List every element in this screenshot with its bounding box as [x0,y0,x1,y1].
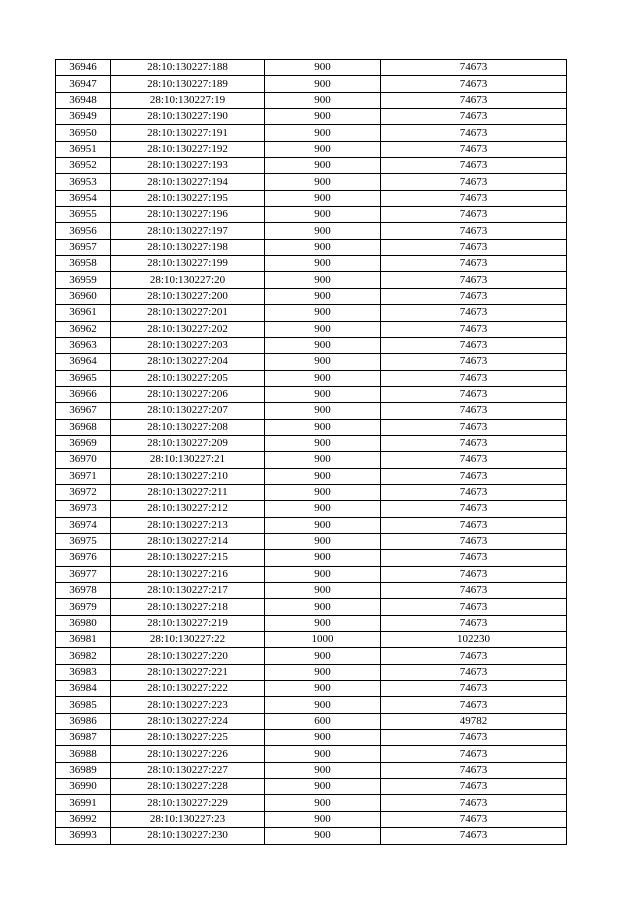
table-row [56,76,567,92]
value-cell: 74673 [381,648,567,664]
cadastral-number-cell: 28:10:130227:214 [111,533,265,549]
area-cell: 900 [265,305,381,321]
table-row [56,648,567,664]
area-cell: 900 [265,730,381,746]
area-cell: 900 [265,615,381,631]
row-number-cell: 36971 [56,468,111,484]
area-cell: 900 [265,828,381,844]
row-number-cell: 36960 [56,288,111,304]
area-cell: 600 [265,713,381,729]
cadastral-number-cell: 28:10:130227:228 [111,779,265,795]
table-row [56,288,567,304]
value-cell: 74673 [381,76,567,92]
area-cell: 900 [265,370,381,386]
row-number-cell: 36979 [56,599,111,615]
cadastral-number-cell: 28:10:130227:211 [111,484,265,500]
row-number-cell: 36975 [56,533,111,549]
cadastral-number-cell: 28:10:130227:199 [111,256,265,272]
cadastral-number-cell: 28:10:130227:213 [111,517,265,533]
value-cell: 74673 [381,239,567,255]
cadastral-number-cell: 28:10:130227:217 [111,583,265,599]
table-row [56,321,567,337]
cadastral-number-cell: 28:10:130227:188 [111,60,265,76]
cadastral-number-cell: 28:10:130227:190 [111,109,265,125]
table-row [56,158,567,174]
value-cell: 74673 [381,272,567,288]
row-number-cell: 36946 [56,60,111,76]
cadastral-number-cell: 28:10:130227:229 [111,795,265,811]
value-cell: 74673 [381,599,567,615]
area-cell: 900 [265,697,381,713]
row-number-cell: 36983 [56,664,111,680]
cadastral-number-cell: 28:10:130227:20 [111,272,265,288]
area-cell: 900 [265,158,381,174]
row-number-cell: 36972 [56,484,111,500]
table-row [56,730,567,746]
table-row [56,223,567,239]
cadastral-number-cell: 28:10:130227:202 [111,321,265,337]
cadastral-number-cell: 28:10:130227:216 [111,566,265,582]
row-number-cell: 36974 [56,517,111,533]
table-row [56,828,567,844]
table-row [56,484,567,500]
cadastral-number-cell: 28:10:130227:219 [111,615,265,631]
cadastral-number-cell: 28:10:130227:225 [111,730,265,746]
value-cell: 74673 [381,664,567,680]
cadastral-number-cell: 28:10:130227:221 [111,664,265,680]
area-cell: 900 [265,190,381,206]
row-number-cell: 36958 [56,256,111,272]
table-body [56,60,567,845]
table-row [56,354,567,370]
table-row [56,305,567,321]
value-cell: 74673 [381,730,567,746]
table-row [56,190,567,206]
cadastral-number-cell: 28:10:130227:191 [111,125,265,141]
cadastral-number-cell: 28:10:130227:215 [111,550,265,566]
area-cell: 900 [265,125,381,141]
table-row [56,550,567,566]
value-cell: 74673 [381,207,567,223]
row-number-cell: 36964 [56,354,111,370]
cadastral-number-cell: 28:10:130227:192 [111,141,265,157]
row-number-cell: 36961 [56,305,111,321]
value-cell: 74673 [381,468,567,484]
cadastral-number-cell: 28:10:130227:195 [111,190,265,206]
cadastral-number-cell: 28:10:130227:194 [111,174,265,190]
value-cell: 74673 [381,828,567,844]
row-number-cell: 36959 [56,272,111,288]
table-row [56,632,567,648]
area-cell: 900 [265,533,381,549]
area-cell: 900 [265,746,381,762]
area-cell: 900 [265,207,381,223]
data-table [55,59,567,845]
value-cell: 74673 [381,779,567,795]
area-cell: 900 [265,583,381,599]
value-cell: 74673 [381,484,567,500]
table-row [56,403,567,419]
row-number-cell: 36950 [56,125,111,141]
row-number-cell: 36978 [56,583,111,599]
value-cell: 49782 [381,713,567,729]
area-cell: 900 [265,354,381,370]
table-row [56,370,567,386]
area-cell: 900 [265,60,381,76]
value-cell: 74673 [381,795,567,811]
area-cell: 900 [265,435,381,451]
row-number-cell: 36985 [56,697,111,713]
cadastral-number-cell: 28:10:130227:203 [111,337,265,353]
row-number-cell: 36947 [56,76,111,92]
area-cell: 900 [265,501,381,517]
table-row [56,501,567,517]
table-row [56,681,567,697]
value-cell: 74673 [381,109,567,125]
table-row [56,452,567,468]
area-cell: 900 [265,141,381,157]
value-cell: 74673 [381,158,567,174]
area-cell: 900 [265,566,381,582]
table-row [56,174,567,190]
area-cell: 900 [265,174,381,190]
area-cell: 900 [265,468,381,484]
table-row [56,256,567,272]
value-cell: 74673 [381,223,567,239]
row-number-cell: 36955 [56,207,111,223]
cadastral-number-cell: 28:10:130227:207 [111,403,265,419]
value-cell: 74673 [381,501,567,517]
value-cell: 74673 [381,615,567,631]
row-number-cell: 36973 [56,501,111,517]
cadastral-number-cell: 28:10:130227:210 [111,468,265,484]
table-row [56,125,567,141]
area-cell: 900 [265,779,381,795]
table-row [56,92,567,108]
cadastral-number-cell: 28:10:130227:200 [111,288,265,304]
row-number-cell: 36953 [56,174,111,190]
row-number-cell: 36966 [56,386,111,402]
table-row [56,664,567,680]
table-row [56,599,567,615]
table-row [56,141,567,157]
area-cell: 900 [265,239,381,255]
value-cell: 74673 [381,517,567,533]
area-cell: 900 [265,272,381,288]
value-cell: 74673 [381,550,567,566]
area-cell: 900 [265,648,381,664]
row-number-cell: 36980 [56,615,111,631]
area-cell: 900 [265,92,381,108]
area-cell: 900 [265,321,381,337]
row-number-cell: 36951 [56,141,111,157]
area-cell: 900 [265,452,381,468]
area-cell: 900 [265,762,381,778]
table-row [56,746,567,762]
row-number-cell: 36970 [56,452,111,468]
cadastral-number-cell: 28:10:130227:224 [111,713,265,729]
row-number-cell: 36988 [56,746,111,762]
value-cell: 74673 [381,354,567,370]
cadastral-number-cell: 28:10:130227:230 [111,828,265,844]
cadastral-number-cell: 28:10:130227:205 [111,370,265,386]
table-row [56,583,567,599]
value-cell: 74673 [381,288,567,304]
area-cell: 900 [265,109,381,125]
value-cell: 74673 [381,256,567,272]
value-cell: 74673 [381,452,567,468]
area-cell: 900 [265,484,381,500]
table-row [56,762,567,778]
table-row [56,272,567,288]
cadastral-number-cell: 28:10:130227:201 [111,305,265,321]
cadastral-number-cell: 28:10:130227:198 [111,239,265,255]
row-number-cell: 36954 [56,190,111,206]
row-number-cell: 36967 [56,403,111,419]
row-number-cell: 36968 [56,419,111,435]
area-cell: 900 [265,681,381,697]
value-cell: 74673 [381,762,567,778]
table-row [56,207,567,223]
area-cell: 900 [265,223,381,239]
cadastral-number-cell: 28:10:130227:220 [111,648,265,664]
table-row [56,533,567,549]
area-cell: 900 [265,599,381,615]
area-cell: 900 [265,288,381,304]
table-row [56,386,567,402]
value-cell: 74673 [381,533,567,549]
row-number-cell: 36952 [56,158,111,174]
cadastral-number-cell: 28:10:130227:189 [111,76,265,92]
cadastral-number-cell: 28:10:130227:204 [111,354,265,370]
table-row [56,337,567,353]
value-cell: 74673 [381,60,567,76]
cadastral-number-cell: 28:10:130227:22 [111,632,265,648]
area-cell: 900 [265,256,381,272]
cadastral-number-cell: 28:10:130227:193 [111,158,265,174]
area-cell: 900 [265,76,381,92]
table-row [56,60,567,76]
value-cell: 74673 [381,174,567,190]
table-row [56,517,567,533]
value-cell: 102230 [381,632,567,648]
table-row [56,468,567,484]
row-number-cell: 36977 [56,566,111,582]
value-cell: 74673 [381,337,567,353]
row-number-cell: 36986 [56,713,111,729]
area-cell: 900 [265,419,381,435]
row-number-cell: 36992 [56,811,111,827]
cadastral-number-cell: 28:10:130227:212 [111,501,265,517]
area-cell: 900 [265,386,381,402]
row-number-cell: 36981 [56,632,111,648]
value-cell: 74673 [381,403,567,419]
value-cell: 74673 [381,141,567,157]
cadastral-number-cell: 28:10:130227:21 [111,452,265,468]
cadastral-number-cell: 28:10:130227:226 [111,746,265,762]
row-number-cell: 36984 [56,681,111,697]
area-cell: 900 [265,664,381,680]
cadastral-number-cell: 28:10:130227:227 [111,762,265,778]
cadastral-number-cell: 28:10:130227:209 [111,435,265,451]
value-cell: 74673 [381,419,567,435]
row-number-cell: 36990 [56,779,111,795]
area-cell: 900 [265,811,381,827]
value-cell: 74673 [381,583,567,599]
area-cell: 900 [265,403,381,419]
area-cell: 900 [265,337,381,353]
row-number-cell: 36982 [56,648,111,664]
value-cell: 74673 [381,697,567,713]
row-number-cell: 36993 [56,828,111,844]
value-cell: 74673 [381,125,567,141]
row-number-cell: 36949 [56,109,111,125]
value-cell: 74673 [381,190,567,206]
row-number-cell: 36956 [56,223,111,239]
area-cell: 900 [265,795,381,811]
cadastral-number-cell: 28:10:130227:197 [111,223,265,239]
row-number-cell: 36987 [56,730,111,746]
area-cell: 1000 [265,632,381,648]
table-row [56,615,567,631]
value-cell: 74673 [381,92,567,108]
table-row [56,566,567,582]
row-number-cell: 36962 [56,321,111,337]
row-number-cell: 36991 [56,795,111,811]
cadastral-number-cell: 28:10:130227:206 [111,386,265,402]
cadastral-number-cell: 28:10:130227:23 [111,811,265,827]
cadastral-number-cell: 28:10:130227:218 [111,599,265,615]
table-row [56,435,567,451]
value-cell: 74673 [381,566,567,582]
value-cell: 74673 [381,681,567,697]
table-row [56,419,567,435]
row-number-cell: 36965 [56,370,111,386]
value-cell: 74673 [381,386,567,402]
cadastral-number-cell: 28:10:130227:222 [111,681,265,697]
row-number-cell: 36976 [56,550,111,566]
table-row [56,795,567,811]
row-number-cell: 36948 [56,92,111,108]
row-number-cell: 36957 [56,239,111,255]
table-row [56,697,567,713]
cadastral-number-cell: 28:10:130227:19 [111,92,265,108]
table-row [56,811,567,827]
value-cell: 74673 [381,435,567,451]
cadastral-number-cell: 28:10:130227:196 [111,207,265,223]
area-cell: 900 [265,517,381,533]
cadastral-number-cell: 28:10:130227:208 [111,419,265,435]
value-cell: 74673 [381,321,567,337]
table-row [56,779,567,795]
cadastral-number-cell: 28:10:130227:223 [111,697,265,713]
row-number-cell: 36969 [56,435,111,451]
row-number-cell: 36963 [56,337,111,353]
table-row [56,239,567,255]
table-row [56,713,567,729]
row-number-cell: 36989 [56,762,111,778]
value-cell: 74673 [381,746,567,762]
area-cell: 900 [265,550,381,566]
value-cell: 74673 [381,370,567,386]
value-cell: 74673 [381,305,567,321]
table-row [56,109,567,125]
value-cell: 74673 [381,811,567,827]
